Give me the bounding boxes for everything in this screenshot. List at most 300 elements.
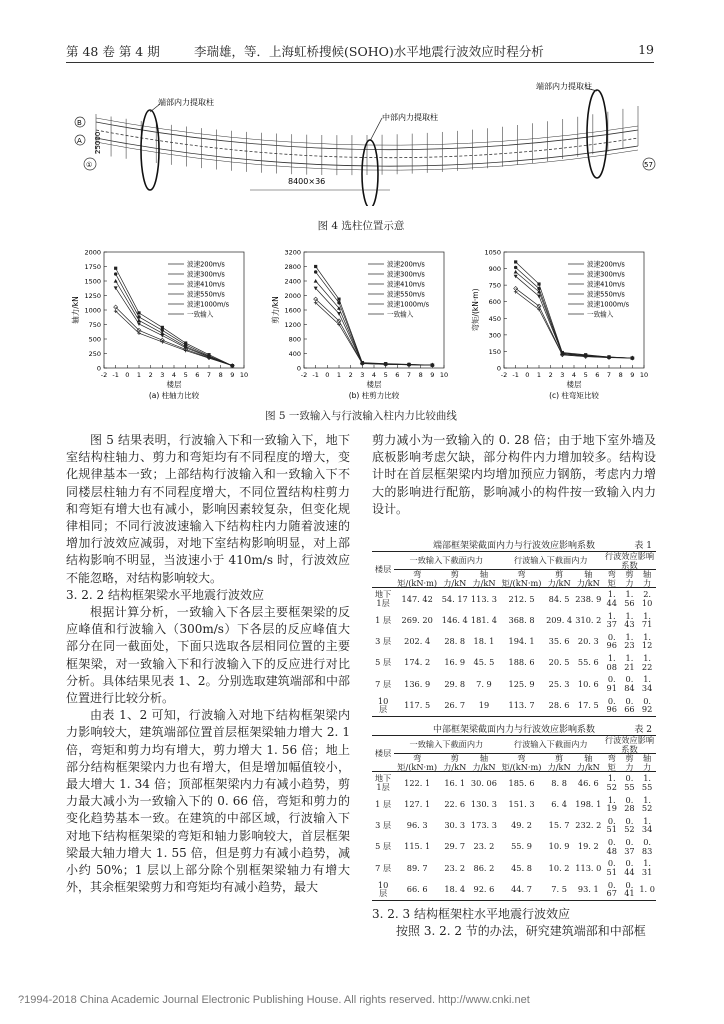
table-cell: 55. 9 <box>511 841 532 852</box>
legend-entry: 波速410m/s <box>587 280 625 289</box>
section-heading-3-2-2: 3. 2. 2 结构框架梁水平地震行波效应 <box>66 587 264 602</box>
table-cell: 5 层 <box>375 657 392 668</box>
table-cell: 6. 4 <box>551 798 567 809</box>
legend-entry: 波速410m/s <box>387 280 425 289</box>
y-axis-label: 轴力/kN <box>71 296 80 324</box>
y-tick-label: 400 <box>288 350 301 358</box>
table-cell: 18. 1 <box>473 636 495 647</box>
x-tick-label: 8 <box>618 371 623 379</box>
table-cell: 16. 9 <box>444 657 466 668</box>
plot-frame <box>104 252 244 368</box>
table-cell: 0. 44 <box>624 858 635 877</box>
table-cell: 115. 1 <box>404 841 431 852</box>
data-point <box>337 301 340 304</box>
table-cell: 8. 8 <box>551 777 567 788</box>
table-cell: 1. 31 <box>641 858 653 877</box>
table2-number: 表 2 <box>634 725 652 735</box>
column-header: 轴力/kN <box>469 570 498 588</box>
table1-title: 端部框架梁截面内力与行波效应影响系数 <box>432 541 595 551</box>
table-cell: 15. 7 <box>548 820 570 831</box>
y-tick-label: 1050 <box>484 248 501 257</box>
x-tick-label: 9 <box>630 371 635 379</box>
panel-subcaption: (c) 柱弯矩比较 <box>549 391 599 400</box>
series-line <box>116 307 233 366</box>
table1-grid <box>372 551 656 717</box>
column-header: 轴力 <box>638 754 656 772</box>
x-tick-label: 9 <box>230 371 235 379</box>
y-tick-label: 2800 <box>284 263 301 271</box>
y-axis-label: 弯矩/(kN·m) <box>471 288 480 332</box>
table-cell: 54. 17 <box>441 593 468 604</box>
table-row <box>372 836 656 857</box>
grid-label-b: B <box>77 119 82 127</box>
table-cell: 0. 96 <box>603 695 621 717</box>
label-end-col-right: 端部内力提取柱 <box>536 82 592 91</box>
group-header: 一致输入下截面内力 <box>394 552 498 570</box>
table2-grid <box>372 735 656 901</box>
figure5-charts <box>66 244 656 404</box>
column-header: 弯矩/(kN·m) <box>499 754 545 772</box>
x-tick-label: 0 <box>325 371 330 379</box>
legend-entry: 波速300m/s <box>187 270 225 279</box>
x-tick-label: 9 <box>430 371 435 379</box>
table-cell: 23. 2 <box>444 862 466 873</box>
legend-entry: 波速300m/s <box>587 270 625 279</box>
y-tick-label: 300 <box>488 331 501 340</box>
table-cell: 1. 44 <box>606 589 617 609</box>
table-cell: 7 层 <box>375 862 392 873</box>
table-cell: 1. 71 <box>641 610 653 630</box>
table-cell: 29. 8 <box>444 678 466 689</box>
table-cell: 122. 1 <box>404 777 431 788</box>
table-cell: 0. 51 <box>606 858 617 877</box>
table-cell: 10. 6 <box>577 678 599 689</box>
table-cell: 0. 48 <box>606 837 617 856</box>
table-cell: 1. 37 <box>606 610 617 630</box>
column-header: 弯矩 <box>603 570 621 588</box>
table-cell: 地下1层 <box>374 773 392 793</box>
table-row <box>372 772 656 794</box>
table-cell: 113. 3 <box>470 593 497 604</box>
x-tick-label: 4 <box>171 371 177 379</box>
y-tick-label: 3200 <box>284 248 301 257</box>
table-cell: 地下1层 <box>374 589 392 609</box>
y-tick-label: 1200 <box>284 321 301 329</box>
y-tick-label: 500 <box>88 335 101 344</box>
table-cell: 22. 6 <box>444 798 466 809</box>
table-cell: 66. 6 <box>394 879 440 901</box>
table-cell: 29. 7 <box>444 841 466 852</box>
table-cell: 20. 5 <box>548 657 570 668</box>
y-tick-label: 1750 <box>84 263 101 271</box>
table-cell: 20. 3 <box>577 636 599 647</box>
table-cell: 49. 2 <box>511 820 532 831</box>
y-tick-label: 450 <box>488 314 501 323</box>
left-column <box>66 432 350 896</box>
table-cell: 232. 2 <box>575 820 602 831</box>
paragraph: 图 5 结果表明，行波输入下和一致输入下，地下室结构柱轴力、剪力和弯矩均有不同程度的增大，变化规律基本一致；上部结构行波输入和一致输入下不同楼层柱轴力有不同程度增大，不同位置结构柱剪力和弯矩有增大也有减小，影响因素较复杂，但变化规律相同；不同行波波速输入下结构柱内力随着波速的增加行波效应减弱，对地下室结构影响明显，对上部结构影响不明显，当波速小于 410m/s 时，行波效应不能忽略，对结构影响较大。 <box>66 433 350 585</box>
legend-entry: 波速550m/s <box>387 290 425 299</box>
table-cell: 212. 5 <box>508 593 535 604</box>
table-cell: 130. 3 <box>470 798 497 809</box>
table-cell: 19 <box>469 695 498 717</box>
data-point <box>314 265 317 268</box>
x-tick-label: 6 <box>195 371 200 379</box>
table-cell: 45. 5 <box>473 657 495 668</box>
table-cell: 117. 5 <box>394 695 440 717</box>
table-cell: 1. 52 <box>641 794 653 814</box>
table-cell: 181. 4 <box>470 614 497 625</box>
table-cell: 26. 7 <box>440 695 469 717</box>
table-cell: 1. 34 <box>641 674 653 693</box>
y-tick-label: 750 <box>88 321 101 329</box>
y-tick-label: 2000 <box>84 248 101 257</box>
y-tick-label: 0 <box>96 364 101 373</box>
table-cell: 19. 2 <box>577 841 599 852</box>
table-cell: 28. 6 <box>545 695 574 717</box>
table-row <box>372 879 656 901</box>
table-cell: 1. 19 <box>606 794 617 814</box>
copyright-footer: ?1994-2018 China Academic Journal Electronic Publishing House. All rights reserved. http://www.cnki.net <box>18 994 530 1006</box>
table-row <box>372 610 656 631</box>
x-tick-label: -1 <box>512 371 519 379</box>
column-header: 轴力 <box>638 570 656 588</box>
table-row <box>372 631 656 652</box>
series-line <box>516 276 633 358</box>
x-tick-label: 10 <box>639 371 649 379</box>
x-tick-label: 6 <box>595 371 600 379</box>
data-point <box>314 270 317 273</box>
table-cell: 0. 28 <box>624 794 635 814</box>
x-tick-label: 1 <box>136 371 142 379</box>
x-axis-label: 楼层 <box>166 380 182 389</box>
x-tick-label: 0 <box>525 371 530 379</box>
table-cell: 3 层 <box>375 820 392 831</box>
grid-label-57: 57 <box>644 161 653 169</box>
table-row <box>372 815 656 836</box>
data-point <box>114 279 118 283</box>
y-tick-label: 1000 <box>84 306 101 315</box>
x-axis-label: 楼层 <box>366 380 382 389</box>
paragraph: 根据计算分析，一致输入下各层主要框架梁的反应峰值和行波输入（300m/s）下各层的反应峰值大部分在同一截面处，下面只选取各层相同位置的主要框架梁，对一致输入下和行波输入下的反应进行对比分析。具体结果见表 1、2。分别选取建筑端部和中部位置进行比较分析。 <box>66 605 350 706</box>
data-point <box>161 326 164 329</box>
table-cell: 89. 7 <box>406 862 428 873</box>
x-tick-label: 7 <box>206 371 212 379</box>
x-tick-label: 3 <box>160 371 165 379</box>
column-header: 剪力 <box>621 570 639 588</box>
legend-entry: 波速300m/s <box>387 270 425 279</box>
x-tick-label: 7 <box>406 371 412 379</box>
table2 <box>372 722 656 901</box>
table-cell: 35. 6 <box>548 636 570 647</box>
table-cell: 1. 22 <box>641 653 653 672</box>
table-cell: 5 层 <box>375 841 392 852</box>
table-cell: 1. 34 <box>641 815 653 835</box>
data-point <box>137 322 141 326</box>
legend-entry: 波速200m/s <box>587 260 625 269</box>
column-header: 弯矩 <box>603 754 621 772</box>
x-tick-label: -2 <box>300 371 308 379</box>
table-cell: 238. 9 <box>575 593 602 604</box>
table1-caption <box>372 538 656 551</box>
table-cell: 3 层 <box>375 636 392 647</box>
paragraph: 由表 1、2 可知，行波输入对地下结构框架梁内力影响较大，建筑端部位置首层框架梁轴力增大 2. 1 倍，弯矩和剪力均有增大，剪力增大 1. 56 倍；地上部分结构框架梁内力也有增大，但是增加幅值较小，最大增大 1. 34 倍；顶部框架梁内力有减小趋势，剪力最大减小为一致输入下的 0. 66 倍，弯矩和剪力的变化趋势基本一致。在建筑的中部区域，行波输入下对地下结构框架梁的弯矩和轴力影响较大，首层框架梁最大轴力增大 1. 55 倍，但是剪力有减小趋势，减小约 50%；1 层以上部分除个别框架梁轴力有增大外，其余框架梁剪力和弯矩均有减小趋势，最大 <box>66 708 350 895</box>
data-point <box>337 298 340 301</box>
table-cell: 0. 66 <box>621 695 639 717</box>
table-row <box>372 673 656 694</box>
x-tick-label: 10 <box>239 371 249 379</box>
table-cell: 7. 9 <box>476 678 492 689</box>
y-tick-label: 1250 <box>84 292 101 300</box>
header-floor: 楼层 <box>372 552 394 588</box>
x-tick-label: 2 <box>148 371 153 379</box>
table-cell: 0. 52 <box>624 815 635 835</box>
table-cell: 0. 92 <box>638 695 656 717</box>
column-header: 轴力/kN <box>574 754 603 772</box>
y-tick-label: 150 <box>488 347 501 356</box>
x-tick-label: 0 <box>125 371 130 379</box>
data-point <box>337 312 341 316</box>
table-cell: 198. 1 <box>575 798 602 809</box>
column-header: 轴力/kN <box>574 570 603 588</box>
section-heading-3-2-3: 3. 2. 3 结构框架柱水平地震行波效应 <box>372 907 570 921</box>
table-row <box>372 695 656 717</box>
data-point <box>114 286 118 290</box>
table-cell: 127. 1 <box>404 798 431 809</box>
x-tick-label: 3 <box>560 371 565 379</box>
grid-label-a: A <box>77 137 82 145</box>
table-cell: 185. 6 <box>508 777 535 788</box>
x-axis-label: 楼层 <box>566 380 582 389</box>
table-cell: 173. 3 <box>470 820 497 831</box>
table-cell: 10 层 <box>372 695 394 717</box>
table1 <box>372 538 656 717</box>
table-cell: 10. 9 <box>548 841 570 852</box>
y-tick-label: 600 <box>488 298 501 307</box>
header-floor: 楼层 <box>372 736 394 772</box>
data-point <box>114 267 117 270</box>
end-column-ellipse-right <box>587 90 607 178</box>
table-cell: 10 层 <box>372 879 394 901</box>
data-point <box>514 266 517 269</box>
column-header: 轴力/kN <box>469 754 498 772</box>
x-tick-label: 3 <box>360 371 365 379</box>
y-tick-label: 250 <box>88 350 101 358</box>
x-tick-label: 1 <box>536 371 542 379</box>
chart-panel-2 <box>270 249 448 401</box>
table-cell: 0. 96 <box>606 631 617 651</box>
paragraph: 按照 3. 2. 2 节的办法，研究建筑端部和中部框 <box>396 924 646 939</box>
y-tick-label: 2000 <box>284 292 301 300</box>
table2-title: 中部框架梁截面内力与行波效应影响系数 <box>432 725 595 735</box>
legend-entry: 波速1000m/s <box>187 300 230 309</box>
legend-entry: 波速550m/s <box>187 290 225 299</box>
data-point <box>514 270 518 274</box>
table-cell: 2. 10 <box>641 589 653 609</box>
paragraph: 剪力减小为一致输入的 0. 28 倍；由于地下室外墙及底板影响考虑欠缺，部分构件内力增加较多。结构设计时在首层框架梁内均增加预应力钢筋，考虑内力增大的影响进行配筋，影响减小的构件按一致输入内力设计。 <box>372 433 656 516</box>
panel-subcaption: (b) 柱剪力比较 <box>348 391 400 400</box>
x-tick-label: 2 <box>548 371 553 379</box>
table-cell: 18. 4 <box>440 879 469 901</box>
x-tick-label: -2 <box>100 371 108 379</box>
table-row <box>372 652 656 673</box>
table-cell: 7. 5 <box>545 879 574 901</box>
grid-label-1: ① <box>86 161 93 169</box>
table-cell: 17. 5 <box>574 695 603 717</box>
right-column-text <box>372 432 656 518</box>
table-cell: 1. 21 <box>624 653 635 672</box>
x-tick-label: 1 <box>336 371 342 379</box>
table-cell: 46. 6 <box>577 777 599 788</box>
table-cell: 0. 51 <box>606 815 617 835</box>
y-tick-label: 2400 <box>284 277 301 286</box>
column-header: 弯矩/(kN·m) <box>499 570 545 588</box>
running-title: 李瑞雄，等．上海虹桥搜候(SOHO)水平地震行波效应时程分析 <box>194 44 544 59</box>
plot-frame <box>504 252 644 368</box>
table-cell: 0. 84 <box>624 674 635 693</box>
table-cell: 1. 12 <box>641 631 653 651</box>
legend-entry: 一致输入 <box>387 310 414 319</box>
table-cell: 55. 6 <box>577 657 599 668</box>
table-cell: 174. 2 <box>404 657 431 668</box>
chart-panel-1 <box>70 249 248 401</box>
x-tick-label: 2 <box>348 371 353 379</box>
chart-panel-3 <box>470 249 648 401</box>
table-cell: 0. 41 <box>621 879 639 901</box>
y-tick-label: 1600 <box>284 306 301 315</box>
header-rule <box>66 62 654 63</box>
table-cell: 23. 2 <box>473 841 495 852</box>
data-point <box>314 279 318 283</box>
table-cell: 1. 43 <box>624 610 635 630</box>
data-point <box>114 272 117 275</box>
column-header: 弯矩/(kN·m) <box>394 570 440 588</box>
x-tick-label: 5 <box>583 371 588 379</box>
table-cell: 136. 9 <box>404 678 431 689</box>
legend-entry: 波速410m/s <box>187 280 225 289</box>
figure5-caption: 图 5 一致输入与行波输入柱内力比较曲线 <box>265 410 457 422</box>
plot-frame <box>304 252 444 368</box>
dim-horizontal: 8400×36 <box>288 177 326 186</box>
x-tick-label: 6 <box>395 371 400 379</box>
journal-issue: 第 48 卷 第 4 期 <box>66 44 160 59</box>
table-cell: 1. 23 <box>624 631 635 651</box>
x-tick-label: 8 <box>418 371 423 379</box>
table-cell: 84. 5 <box>548 593 570 604</box>
x-tick-label: 8 <box>218 371 223 379</box>
y-tick-label: 0 <box>296 364 301 373</box>
table-cell: 1 层 <box>375 798 392 809</box>
table2-caption <box>372 722 656 735</box>
data-point <box>537 287 540 290</box>
x-tick-label: -2 <box>500 371 508 379</box>
data-point <box>184 349 188 353</box>
table-cell: 0. 91 <box>606 674 617 693</box>
data-point <box>160 334 164 338</box>
series-line <box>316 303 433 365</box>
group-header: 行波输入下截面内力 <box>499 552 603 570</box>
table-cell: 1. 08 <box>606 653 617 672</box>
figure4-plan <box>66 78 656 206</box>
table-cell: 7 层 <box>375 678 392 689</box>
series-line <box>316 299 433 365</box>
table-row <box>372 857 656 878</box>
y-tick-label: 750 <box>488 281 501 290</box>
y-tick-label: 800 <box>288 335 301 344</box>
y-tick-label: 0 <box>496 364 501 373</box>
table1-number: 表 1 <box>634 541 652 551</box>
x-tick-label: 5 <box>183 371 188 379</box>
table-cell: 16. 1 <box>444 777 466 788</box>
column-header: 弯矩/(kN·m) <box>394 754 440 772</box>
table-cell: 310. 2 <box>575 614 602 625</box>
column-header: 剪力/kN <box>440 570 469 588</box>
table-cell: 30. 06 <box>470 777 497 788</box>
column-header: 剪力/kN <box>440 754 469 772</box>
x-tick-label: 4 <box>371 371 377 379</box>
group-header: 行波效应影响系数 <box>604 551 655 570</box>
group-header: 行波效应影响系数 <box>604 735 655 754</box>
x-tick-label: 5 <box>383 371 388 379</box>
table-cell: 147. 42 <box>401 593 433 604</box>
table-cell: 44. 7 <box>499 879 545 901</box>
x-tick-label: 10 <box>439 371 449 379</box>
table-cell: 1 层 <box>375 614 392 625</box>
x-tick-label: -1 <box>112 371 119 379</box>
table-cell: 1. 0 <box>638 879 656 901</box>
table-cell: 10. 2 <box>548 862 570 873</box>
table-cell: 269. 20 <box>401 614 433 625</box>
panel-subcaption: (a) 柱轴力比较 <box>148 391 200 400</box>
table-cell: 25. 3 <box>548 678 570 689</box>
y-axis-label: 剪力/kN <box>271 296 280 324</box>
table-cell: 1. 56 <box>624 589 635 609</box>
table-cell: 30. 3 <box>444 820 466 831</box>
data-point <box>137 311 140 314</box>
label-mid-col: 中部内力提取柱 <box>382 113 438 122</box>
legend-entry: 一致输入 <box>187 310 214 319</box>
table-cell: 368. 8 <box>508 614 535 625</box>
table-cell: 28. 8 <box>444 636 466 647</box>
column-header: 剪力 <box>621 754 639 772</box>
table-cell: 0. 67 <box>603 879 621 901</box>
legend-entry: 波速200m/s <box>187 260 225 269</box>
table-cell: 188. 6 <box>508 657 535 668</box>
table-cell: 92. 6 <box>469 879 498 901</box>
group-header: 一致输入下截面内力 <box>394 736 498 754</box>
group-header: 行波输入下截面内力 <box>499 736 603 754</box>
table-cell: 45. 8 <box>511 862 532 873</box>
table-cell: 194. 1 <box>508 636 535 647</box>
x-tick-label: -1 <box>312 371 319 379</box>
table-cell: 202. 4 <box>404 636 431 647</box>
table-cell: 1. 52 <box>606 773 617 793</box>
table-row <box>372 588 656 610</box>
y-tick-label: 1500 <box>84 277 101 286</box>
series-line <box>516 288 633 358</box>
table-cell: 113. 7 <box>499 695 545 717</box>
x-tick-label: 7 <box>606 371 612 379</box>
legend-entry: 波速550m/s <box>587 290 625 299</box>
table-cell: 113. 0 <box>575 862 602 873</box>
table-cell: 146. 4 <box>441 614 468 625</box>
legend-entry: 一致输入 <box>587 310 614 319</box>
table-cell: 1. 55 <box>641 773 653 793</box>
table-cell: 0. 37 <box>624 837 635 856</box>
column-header: 剪力/kN <box>545 570 574 588</box>
table-cell: 0. 55 <box>624 773 635 793</box>
x-tick-label: 4 <box>571 371 577 379</box>
